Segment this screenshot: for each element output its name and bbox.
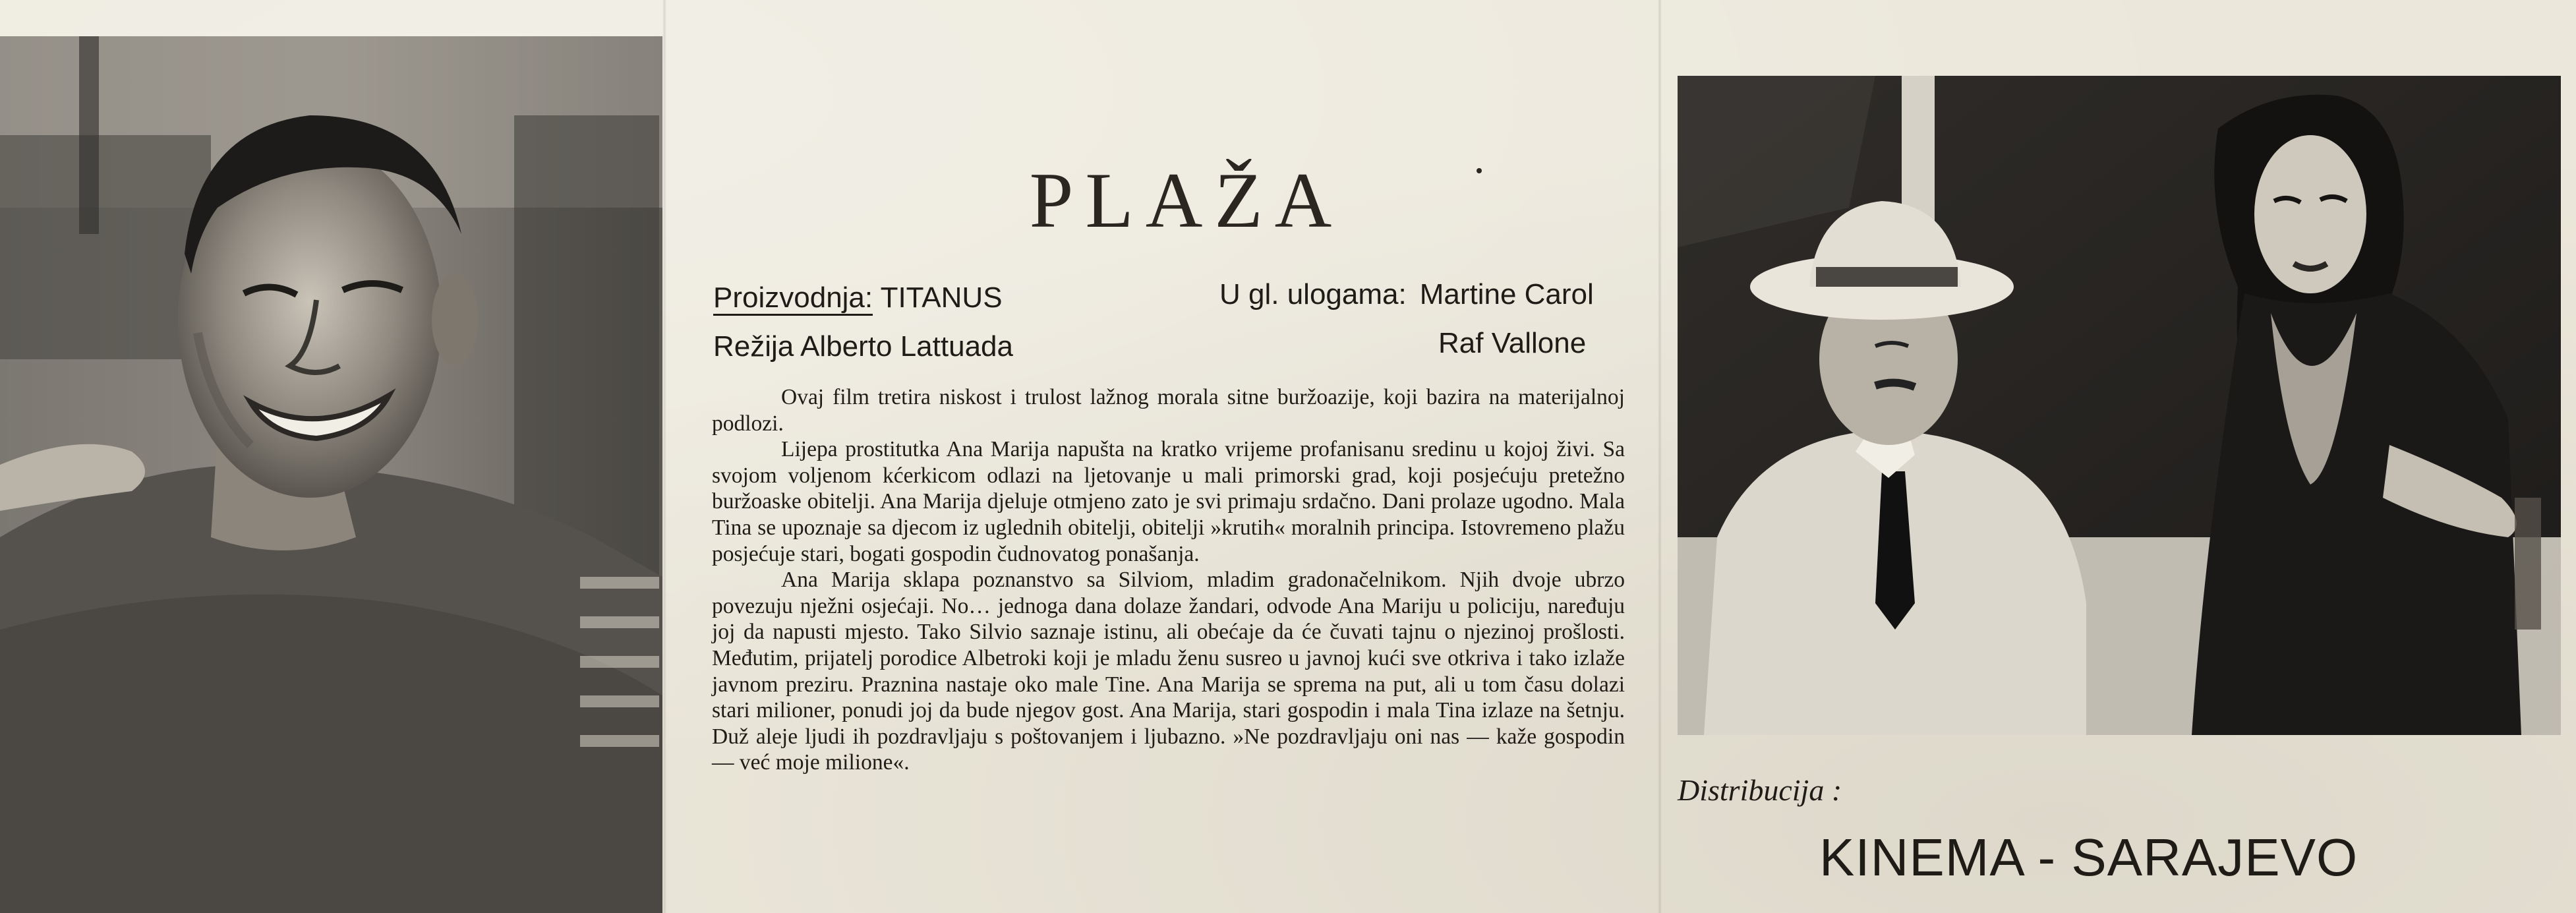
fold-left [662,0,666,913]
production-label: Proizvodnja: [713,281,873,316]
synopsis-paragraph: Lijepa prostitutka Ana Marija napušta na kratko vrijeme profanisanu sredinu u kojoj živi. Sa svojom voljenom kćerkicom odlazi na ljetovanje u mali primorski grad, koji posjećuju pretežno buržoaske obitelji. Ana Marija djeluje otmjeno zato je svi primaju srdačno. Dani prolaze ugodno. Mala Tina se upoznaje sa djecom iz uglednih obitelji, obitelji »krutih« moralnih principa. Istovremeno plažu posjećuje stari, bogati gospodin čudnovatog ponašanja. [712,437,1625,566]
synopsis [712,384,1625,776]
photo-old-man-and-woman [1678,76,2561,735]
credits-cast [1219,270,1594,368]
director-label: Režija [713,330,794,363]
cast-label: U gl. ulogama: [1219,278,1407,310]
synopsis-paragraph: Ovaj film tretira niskost i trulost lažnog morala sitne buržoazije, koji bazira na materijalnoj podlozi. [712,385,1625,436]
director-value: Alberto Lattuada [800,330,1013,363]
credits-production-director [713,274,1013,371]
film-title: PLAŽA [1029,156,1344,244]
fold-right [1658,0,1662,913]
director-line [713,322,1013,371]
production-value: TITANUS [880,281,1003,314]
printed-dot [1477,168,1482,173]
photo-smiling-man [0,36,662,913]
cast-line-1 [1219,270,1594,319]
synopsis-paragraph: Ana Marija sklapa poznanstvo sa Silviom, mladim gradonačelnikom. Njih dvoje ubrzo povezuju nježni osjećaji. No… jednoga dana dolaze žandari, odvode Ana Mariju u policiju, naređuju joj da napusti mjesto. Tako Silvio saznaje istinu, ali obećaje da će čuvati tajnu o njezinoj prošlosti. Međutim, prijatelj porodice Albetroki koji je mladu ženu susreo u javnoj kući sve otkriva i tako izlaže javnom preziru. Praznina nastaje oko male Tine. Ana Marija se sprema na put, ali u tom času dolazi stari milioner, ponudi joj da bude njegov gost. Ana Marija, stari gospodin i mala Tina izlaze na šetnju. Duž aleje ljudi ih pozdravljaju s poštovanjem i ljubazno. »Ne pozdravljaju oni nas — kaže gospodin — već moje milione«. [712,568,1625,775]
cast-member-2: Raf Vallone [1438,327,1587,359]
production-line [713,274,1013,322]
distribution-label: Distribucija : [1678,773,1842,807]
cast-member-1: Martine Carol [1419,278,1594,310]
distributor-name: KINEMA - SARAJEVO [1819,828,2358,887]
